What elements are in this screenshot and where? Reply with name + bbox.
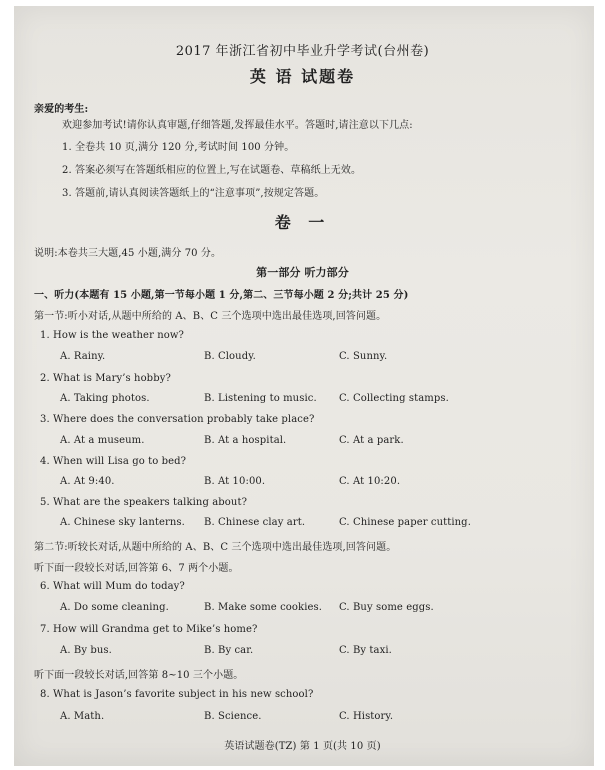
q2-option-b: B. Listening to music. — [204, 393, 317, 404]
q1-option-b: B. Cloudy. — [204, 351, 256, 362]
q2-option-c: C. Collecting stamps. — [339, 393, 449, 404]
q7-option-a: A. By bus. — [60, 645, 112, 656]
q3-option-a: A. At a museum. — [60, 435, 145, 446]
section-2-instruction: 第二节:听较长对话,从题中所给的 A、B、C 三个选项中选出最佳选项,回答问题。 — [34, 542, 397, 553]
notice-item-3: 3. 答题前,请认真阅读答题纸上的“注意事项”,按规定答题。 — [62, 188, 325, 199]
q7-option-c: C. By taxi. — [339, 645, 392, 656]
q1-option-a: A. Rainy. — [60, 351, 106, 362]
question-2: 2. What is Mary’s hobby? — [40, 373, 171, 384]
notice-item-2: 2. 答案必须写在答题纸相应的位置上,写在试题卷、草稿纸上无效。 — [62, 165, 362, 176]
q2-option-a: A. Taking photos. — [60, 393, 150, 404]
dialog-2-instruction: 听下面一段较长对话,回答第 8~10 三个小题。 — [34, 670, 244, 681]
question-3: 3. Where does the conversation probably take place? — [40, 414, 315, 425]
part-title: 第一部分 听力部分 — [256, 266, 349, 279]
q5-option-c: C. Chinese paper cutting. — [339, 517, 471, 528]
question-6: 6. What will Mum do today? — [40, 581, 185, 592]
subject-title: 英 语 试题卷 — [249, 67, 356, 86]
q5-option-a: A. Chinese sky lanterns. — [60, 517, 185, 528]
q3-option-b: B. At a hospital. — [204, 435, 287, 446]
dialog-1-instruction: 听下面一段较长对话,回答第 6、7 两个小题。 — [34, 563, 239, 574]
q4-option-c: C. At 10:20. — [339, 476, 401, 487]
question-8: 8. What is Jason’s favorite subject in his new school? — [40, 689, 314, 700]
welcome-text: 欢迎参加考试!请你认真审题,仔细答题,发挥最佳水平。答题时,请注意以下几点: — [62, 120, 413, 131]
q8-option-b: B. Science. — [204, 711, 262, 722]
q4-option-b: B. At 10:00. — [204, 476, 266, 487]
question-1: 1. How is the weather now? — [40, 330, 185, 341]
q6-option-c: C. Buy some eggs. — [339, 602, 434, 613]
volume-description: 说明:本卷共三大题,45 小题,满分 70 分。 — [34, 248, 222, 259]
exam-title: 2017 年浙江省初中毕业升学考试(台州卷) — [175, 44, 430, 59]
q8-option-a: A. Math. — [60, 711, 105, 722]
q1-option-c: C. Sunny. — [339, 351, 388, 362]
page-footer: 英语试题卷(TZ) 第 1 页(共 10 页) — [224, 741, 381, 752]
q8-option-c: C. History. — [339, 711, 394, 722]
q6-option-b: B. Make some cookies. — [204, 602, 323, 613]
listening-header: 一、听力(本题有 15 小题,第一节每小题 1 分,第二、三节每小题 2 分;共计 25 分) — [34, 290, 409, 301]
question-7: 7. How will Grandma get to Mike’s home? — [40, 624, 258, 635]
question-4: 4. When will Lisa go to bed? — [40, 456, 187, 467]
question-5: 5. What are the speakers talking about? — [40, 497, 248, 508]
notice-item-1: 1. 全卷共 10 页,满分 120 分,考试时间 100 分钟。 — [62, 142, 295, 153]
greeting: 亲爱的考生: — [34, 104, 89, 115]
q7-option-b: B. By car. — [204, 645, 254, 656]
q3-option-c: C. At a park. — [339, 435, 404, 446]
q6-option-a: A. Do some cleaning. — [60, 602, 169, 613]
q5-option-b: B. Chinese clay art. — [204, 517, 306, 528]
section-1-instruction: 第一节:听小对话,从题中所给的 A、B、C 三个选项中选出最佳选项,回答问题。 — [34, 311, 387, 322]
volume-title: 卷 一 — [274, 213, 331, 232]
q4-option-a: A. At 9:40. — [60, 476, 115, 487]
